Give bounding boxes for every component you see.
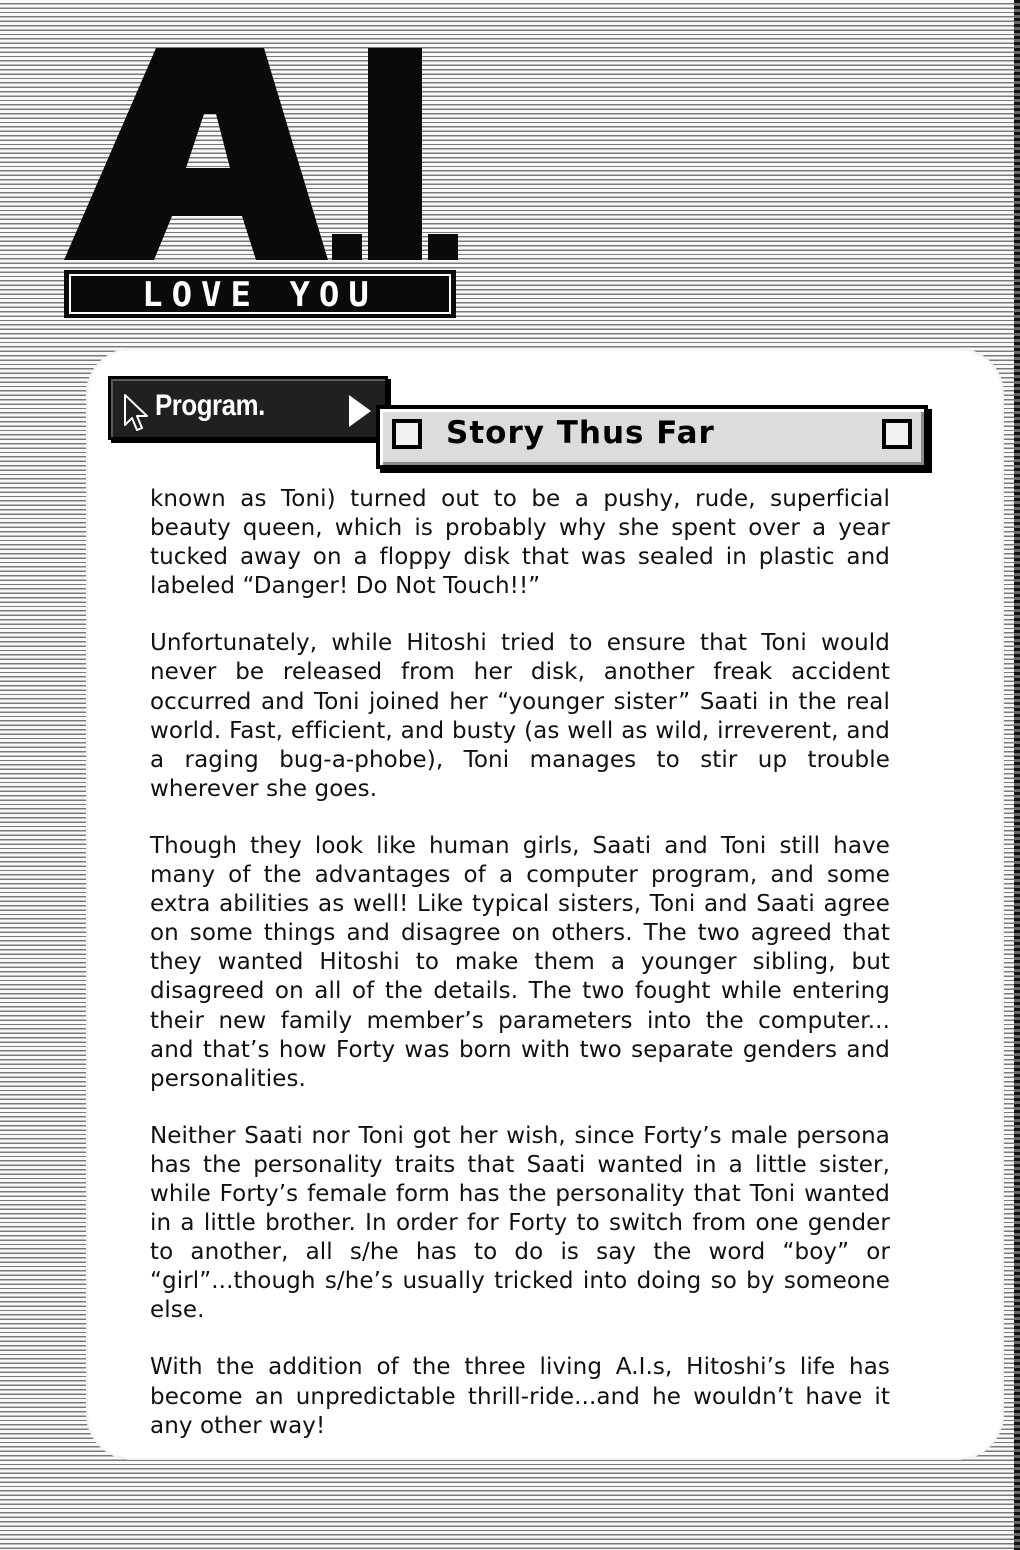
program-tab bbox=[108, 376, 388, 440]
series-logo bbox=[64, 48, 460, 320]
checkbox-icon bbox=[392, 419, 422, 449]
mouse-pointer-icon bbox=[123, 393, 151, 433]
story-paragraph: Though they look like human girls, Saati and Toni still have many of the advantages of a computer program, and some extra abilities as well! Like typical sisters, Toni and Saati agree on some things and disagree on others. The two agreed that they wanted Hitoshi to make them a younger sibling, but disagreed on all of the details. The two fought while entering their new family member’s parameters into the computer... and that’s how Forty was born with two separate genders and personalities. bbox=[150, 832, 890, 1092]
section-header bbox=[376, 405, 928, 469]
page-edge bbox=[1014, 0, 1020, 1550]
checkbox-icon bbox=[882, 419, 912, 449]
story-paragraph: known as Toni) turned out to be a pushy, rude, superficial beauty queen, which is probably why she spent over a year tucked away on a floppy disk that was sealed in plastic and labeled “Danger! Do Not Touch!!” bbox=[150, 486, 890, 600]
section-title: Story Thus Far bbox=[446, 415, 715, 451]
story-paragraph: Neither Saati nor Toni got her wish, since Forty’s male persona has the personality traits that Saati wanted in a little sister, while Forty’s female form has the personality that Toni wanted in a little brother. In order for Forty to switch from one gender to another, all s/he has to do is say the word “boy” or “girl”...though s/he’s usually tricked into doing so by someone else. bbox=[150, 1122, 890, 1324]
story-body bbox=[150, 485, 890, 1469]
logo-subtitle: LOVE YOU bbox=[142, 275, 378, 315]
story-paragraph: With the addition of the three living A.I.s, Hitoshi’s life has become an unpredictable thrill-ride...and he wouldn’t have it any other way! bbox=[150, 1354, 890, 1439]
program-tab-label: Program. bbox=[155, 389, 265, 422]
story-paragraph: Unfortunately, while Hitoshi tried to ensure that Toni would never be released from her disk, another freak accident occurred and Toni joined her “younger sister” Saati in the real world. Fast, efficient, and busty (as well as wild, irreverent, and a raging bug-a-phobe), Toni manages to stir up trouble wherever she goes. bbox=[150, 630, 890, 802]
play-arrow-icon bbox=[349, 395, 371, 427]
